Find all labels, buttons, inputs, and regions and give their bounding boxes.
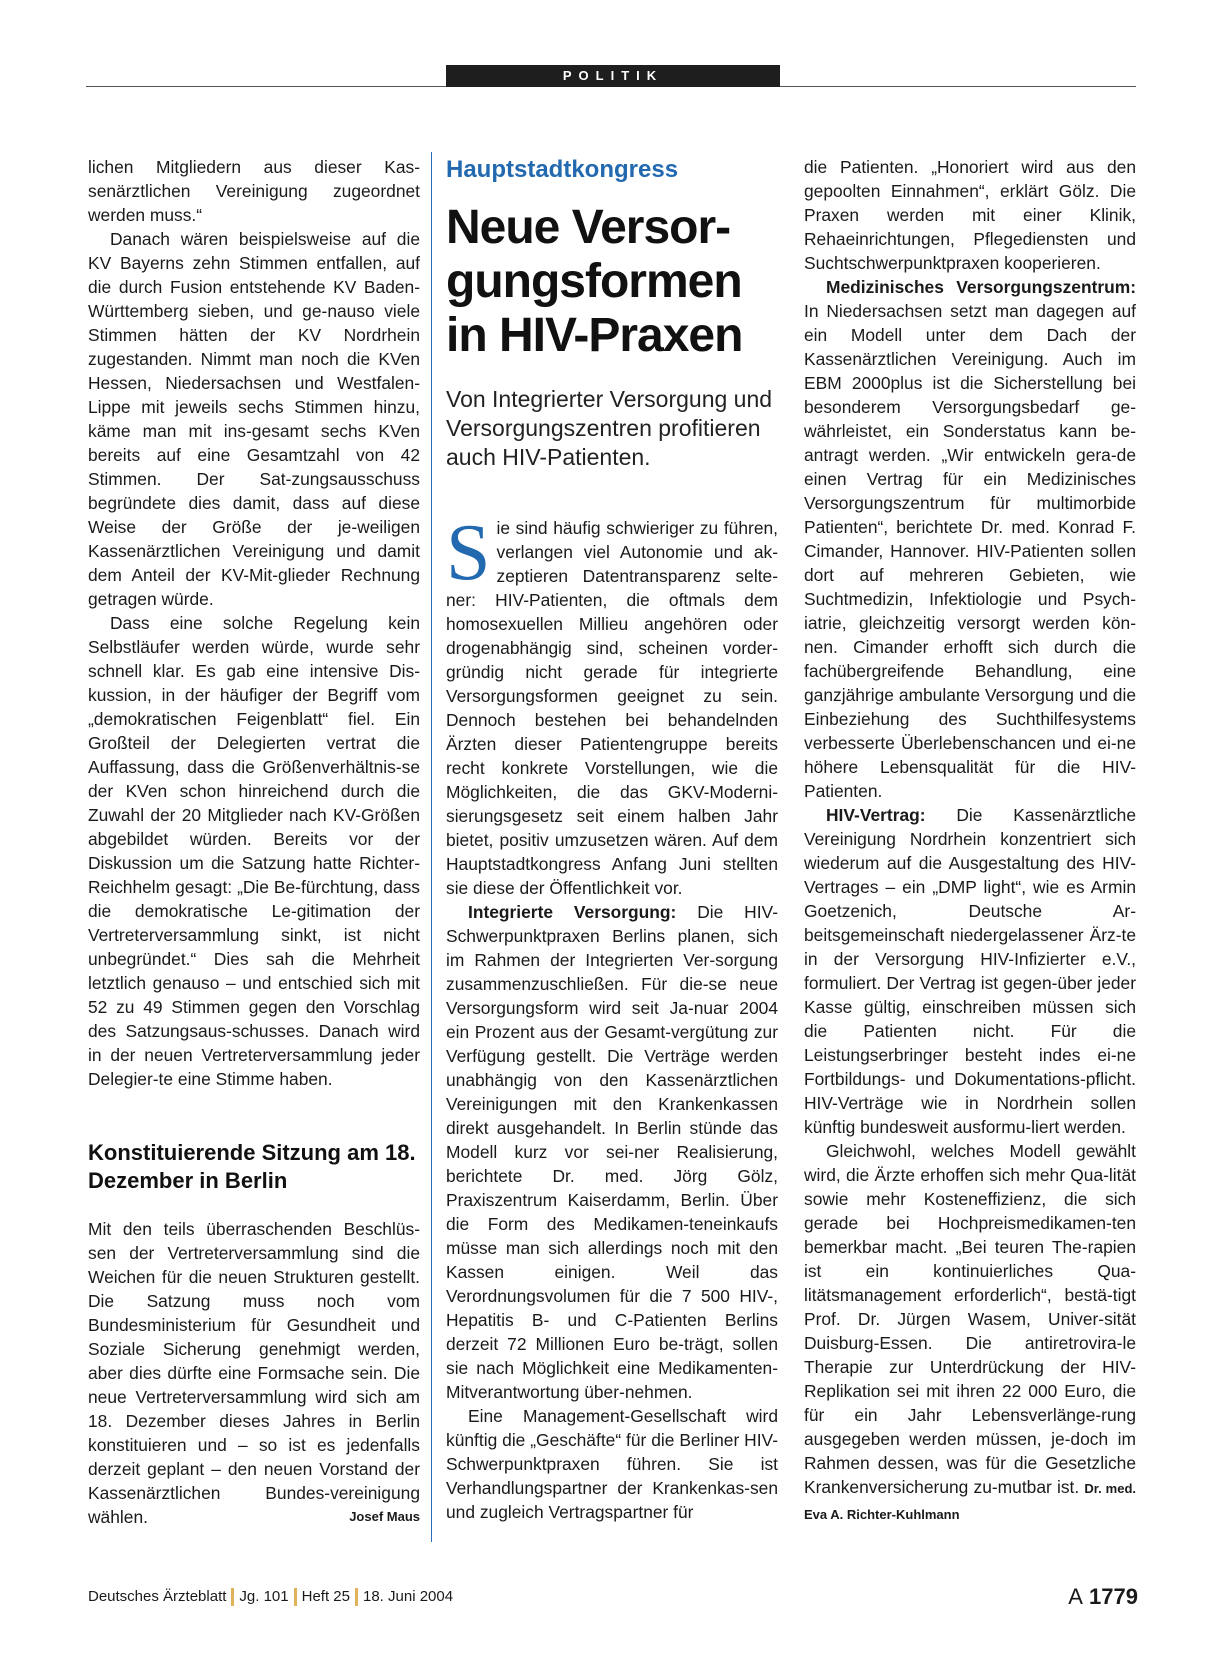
- article-kicker: Hauptstadtkongress: [446, 156, 679, 183]
- paragraph-text: Die Kassenärztliche Vereinigung Nordrhein konzentriert sich wiederum auf die Ausgestaltung des HIV-Vertrages – ein „DMP light“, wie es Armin Goetzenich, Deutsche Ar-beitsgemeinschaft niedergelassener Ärz-te in der Versorgung HIV-Infizierter e.V., formuliert. Der Vertrag ist gegen-über jeder Kasse gültig, einschreiben müssen sich die Patienten nicht. Für die Leistungserbringer besteht indes ei-ne Fortbildungs- und Dokumentations-pflicht. HIV-Verträge wie in Nordrhein sollen künftig bundesweit ausformu-liert werden.: [804, 805, 1136, 1137]
- column-2: [446, 155, 778, 1524]
- separator: [294, 1588, 297, 1606]
- drop-cap: S: [446, 509, 491, 597]
- page-number: 1779: [1089, 1584, 1138, 1609]
- paragraph: die Patienten. „Honoriert wird aus den gepoolten Einnahmen“, erklärt Gölz. Die Praxen werden mit einer Klinik, Rehaeinrichtungen, Pflegediensten und Suchtschwerpunktpraxen kooperieren.: [804, 157, 1136, 273]
- paragraph: Danach wären beispielsweise auf die KV Bayerns zehn Stimmen entfallen, auf die durch Fusion entstehende KV Baden-Württemberg sieben, und ge-nauso viele Stimmen hätten der KV Nordrhein zugestanden. Nimmt man noch die KVen Hessen, Niedersachsen und Westfalen-Lippe mit jeweils sechs Stimmen hinzu, käme man mit ins-gesamt sechs KVen bereits auf eine Gesamtzahl von 42 Stimmen. Der Sat-zungsausschuss begründete dies damit, dass auf diese Weise der Größe der je-weiligen Kassenärztlichen Vereinigung und damit dem Anteil der KV-Mit-glieder Rechnung getragen würde.: [88, 229, 420, 609]
- page-prefix: A: [1068, 1584, 1083, 1609]
- author-byline: Dr. med. Eva A. Richter-Kuhlmann: [804, 1481, 1136, 1522]
- page-number-block: [1068, 1584, 1138, 1610]
- footer-citation: [88, 1588, 453, 1606]
- paragraph-text: Gleichwohl, welches Modell gewählt wird, die Ärzte erhoffen sich mehr Qua-lität sowie mehr Kosteneffizienz, die sich gerade bei Hochpreismedikamen-ten bemerkbar macht. „Bei teuren The-rapien ist ein kontinuierliches Qua-litätsmanagement erforderlich“, bestä-tigt Prof. Dr. Jürgen Wasem, Univer-sität Duisburg-Essen. Die antiretrovira-le Therapie zur Unterdrückung der HIV-Replikation sei mit ihren 22 000 Euro, die für ein Jahr Lebensverlänge-rung ausgegeben werden müssen, je-doch im Rahmen dessen, was für die Gesetzliche Krankenversicherung zu-mutbar ist.: [804, 1141, 1136, 1497]
- paragraph-lead: HIV-Vertrag:: [826, 805, 926, 825]
- page-footer: [88, 1584, 1138, 1614]
- volume: Jg. 101: [239, 1588, 289, 1605]
- paragraph: Dass eine solche Regelung kein Selbstläufer werden würde, wurde sehr schnell klar. Es gab eine intensive Dis-kussion, in der häufiger der Begriff vom „demokratischen Feigenblatt“ fiel. Ein Großteil der Delegierten vertrat die Auffassung, dass die Größenverhältnis-se der KVen schon hinreichend durch die Zuwahl der 20 Mitglieder nach KV-Größen abgebildet würden. Bereits vor der Diskussion um die Satzung hatte Richter-Reichhelm gesagt: „Die Be-fürchtung, dass die demokratische Le-gitimation der Vertreterversammlung sinkt, ist nicht unbegründet.“ Dies sah die Mehrheit letztlich genauso – und entschied sich mit 52 zu 49 Stimmen gegen den Vorschlag des Satzungsaus-schusses. Danach wird in der neuen Vertreterversammlung jeder Delegier-te eine Stimme haben.: [88, 613, 420, 1089]
- section-label: POLITIK: [446, 65, 780, 87]
- paragraph: [446, 509, 778, 900]
- paragraph: [88, 1217, 420, 1529]
- paragraph: [804, 275, 1136, 803]
- paragraph-lead: Integrierte Versorgung:: [468, 902, 677, 922]
- column-3: [804, 155, 1136, 1527]
- paragraph-text: Mit den teils überraschenden Beschlüs-sen der Vertreterversammlung sind die Weichen für die neuen Strukturen gestellt. Die Satzung muss noch vom Bundesministerium für Gesundheit und Soziale Sicherung genehmigt werden, aber dies dürfte eine Formsache sein. Die neue Vertreterversammlung wird sich am 18. Dezember dieses Jahres in Berlin konstituieren und – so ist es jedenfalls derzeit geplant – den neuen Vorstand der Kassenärztlichen Bundes-vereinigung wählen.: [88, 1219, 420, 1527]
- paragraph: [446, 900, 778, 1404]
- separator: [231, 1588, 234, 1606]
- paragraph: Eine Management-Gesellschaft wird künftig die „Geschäfte“ für die Berliner HIV-Schwerpunktpraxen führen. Sie ist Verhandlungspartner der Krankenkas-sen und zugleich Vertragspartner für: [446, 1406, 778, 1522]
- paragraph-text: In Niedersachsen setzt man dagegen auf ein Modell unter dem Dach der Kassenärztlichen Vereinigung. Auch im EBM 2000plus ist die Sicherstellung bei besonderem Versorgungsbedarf ge-währleistet, ein Sonderstatus kann be-antragt werden. „Wir entwickeln gera-de einen Vertrag für ein Medizinisches Versorgungszentrum für multimorbide Patienten“, berichtete Dr. med. Konrad F. Cimander, Hannover. HIV-Patienten sollen dort auf mehreren Gebieten, wie Suchtmedizin, Infektiologie und Psych-iatrie, gleichzeitig versorgt werden kön-nen. Cimander erhofft sich durch die fachübergreifende Behandlung, eine ganzjährige ambulante Versorgung und die Einbeziehung des Suchthilfesystems verbesserte Überlebenschancen und ei-ne höhere Lebensqualität für die HIV-Patienten.: [804, 301, 1136, 801]
- article-lede: Von Integrierter Versorgung und Versorgungszentren profitieren auch HIV-Patienten.: [446, 386, 773, 470]
- paragraph-lead: Medizinisches Versorgungszentrum:: [826, 277, 1136, 297]
- paragraph: lichen Mitgliedern aus dieser Kas-senärztlichen Vereinigung zugeordnet werden muss.“: [88, 157, 420, 225]
- issue: Heft 25: [301, 1588, 350, 1605]
- paragraph-text: Die HIV-Schwerpunktpraxen Berlins planen, sich im Rahmen der Integrierten Ver-sorgung zusammenzuschließen. Für die-se neue Versorgungsform wird seit Ja-nuar 2004 ein Prozent aus der Gesamt-vergütung zur Verfügung gestellt. Die Verträge werden unabhängig von den Kassenärztlichen Vereinigungen mit den Krankenkassen direkt ausgehandelt. In Berlin stünde das Modell kurz vor sei-ner Realisierung, berichtete Dr. med. Jörg Gölz, Praxiszentrum Kaiserdamm, Berlin. Über die Form des Medikamen-teneinkaufs müsse man sich allerdings noch mit den Kassen einigen. Weil das Verordnungsvolumen für die 7 500 HIV-, Hepatitis B- und C-Patienten Berlins derzeit 72 Millionen Euro be-trägt, sollen sie nach Möglichkeit eine Medikamenten-Mitverantwortung über-nehmen.: [446, 902, 778, 1402]
- column-divider: [431, 152, 432, 1542]
- separator: [355, 1588, 358, 1606]
- article-headline: Neue Versor-gungsformen in HIV-Praxen: [446, 201, 743, 362]
- paragraph: [804, 1139, 1136, 1527]
- section-subheading: Konstituierende Sitzung am 18. Dezember in Berlin: [88, 1140, 416, 1193]
- column-1: [88, 155, 420, 1529]
- paragraph: [804, 803, 1136, 1139]
- paragraph-text: ie sind häufig schwieriger zu führen, verlangen viel Autonomie und ak-zeptieren Datentransparenz selte-ner: HIV-Patienten, die oftmals dem homosexuellen Millieu angehören oder drogenabhängig sind, scheinen vorder-gründig nicht gerade für integrierte Versorgungsformen geeignet zu sein. Dennoch bestehen bei behandelnden Ärzten dieser Patientengruppe bereits recht konkrete Vorstellungen, wie die Möglichkeiten, die das GKV-Moderni-sierungsgesetz seit einem halben Jahr bietet, positiv umzusetzen wären. Auf dem Hauptstadtkongress Anfang Juni stellten sie diese der Öffentlichkeit vor.: [446, 518, 778, 898]
- author-byline: Josef Maus: [349, 1509, 420, 1524]
- issue-date: 18. Juni 2004: [363, 1588, 454, 1605]
- journal-name: Deutsches Ärzteblatt: [88, 1588, 227, 1605]
